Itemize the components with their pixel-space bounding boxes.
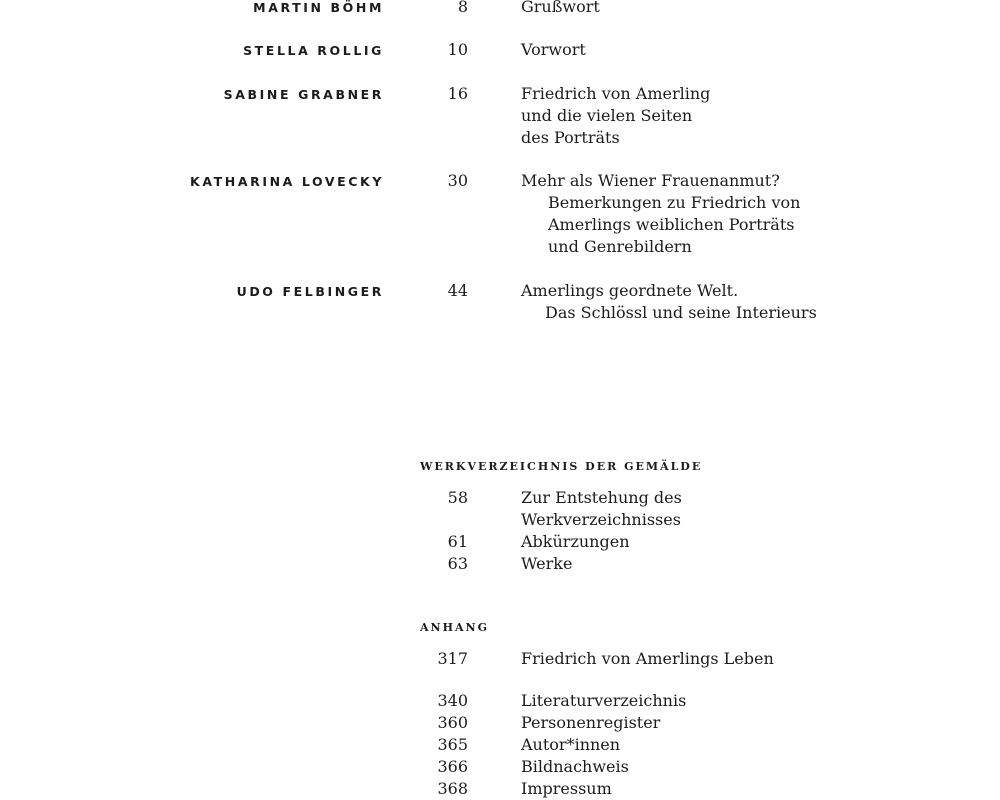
page-number: 16 [447,84,468,103]
author-name: UDO FELBINGER [236,284,384,299]
page-number: 368 [437,779,468,798]
page-number: 63 [447,554,468,573]
entry-title: Friedrich von Amerling und die vielen Seiten des Porträts [521,84,711,147]
entry-title: Friedrich von Amerlings Leben [521,649,774,668]
author-name: KATHARINA LOVECKY [190,174,384,189]
page-number: 365 [437,735,468,754]
page-number: 61 [447,532,468,551]
section-heading-anhang: ANHANG [420,621,489,634]
entry-title: Bildnachweis [521,757,629,776]
entry-title: Vorwort [521,40,586,59]
page-number: 10 [447,40,468,59]
page-number: 44 [447,281,468,300]
page-number: 58 [447,488,468,507]
page-number: 360 [437,713,468,732]
entry-title: Literaturverzeichnis [521,691,687,710]
author-name: SABINE GRABNER [223,87,384,102]
entry-title: Impressum [521,779,612,798]
page-number: 340 [437,691,468,710]
page-number: 317 [437,649,468,668]
entry-title: Abkürzungen [521,532,630,551]
author-name: MARTIN BÖHM [253,0,384,15]
entry-title: Autor*innen [521,735,621,754]
entry-title: Mehr als Wiener Frauenanmut? Bemerkungen zu Friedrich von Amerlings weiblichen Porträts und Genrebildern [521,171,801,256]
page-number: 30 [447,171,468,190]
entry-title: Zur Entstehung des Werkverzeichnisses [521,488,682,529]
entry-title: Amerlings geordnete Welt. Das Schlössl und seine Interieurs [521,281,817,322]
page-number: 8 [457,0,468,16]
entry-title: Werke [521,554,573,573]
entry-title: Personenregister [521,713,661,732]
author-name: STELLA ROLLIG [243,43,384,58]
entry-title: Grußwort [521,0,600,16]
page-number: 366 [437,757,468,776]
section-heading-werkverzeichnis: WERKVERZEICHNIS DER GEMÄLDE [420,460,703,473]
